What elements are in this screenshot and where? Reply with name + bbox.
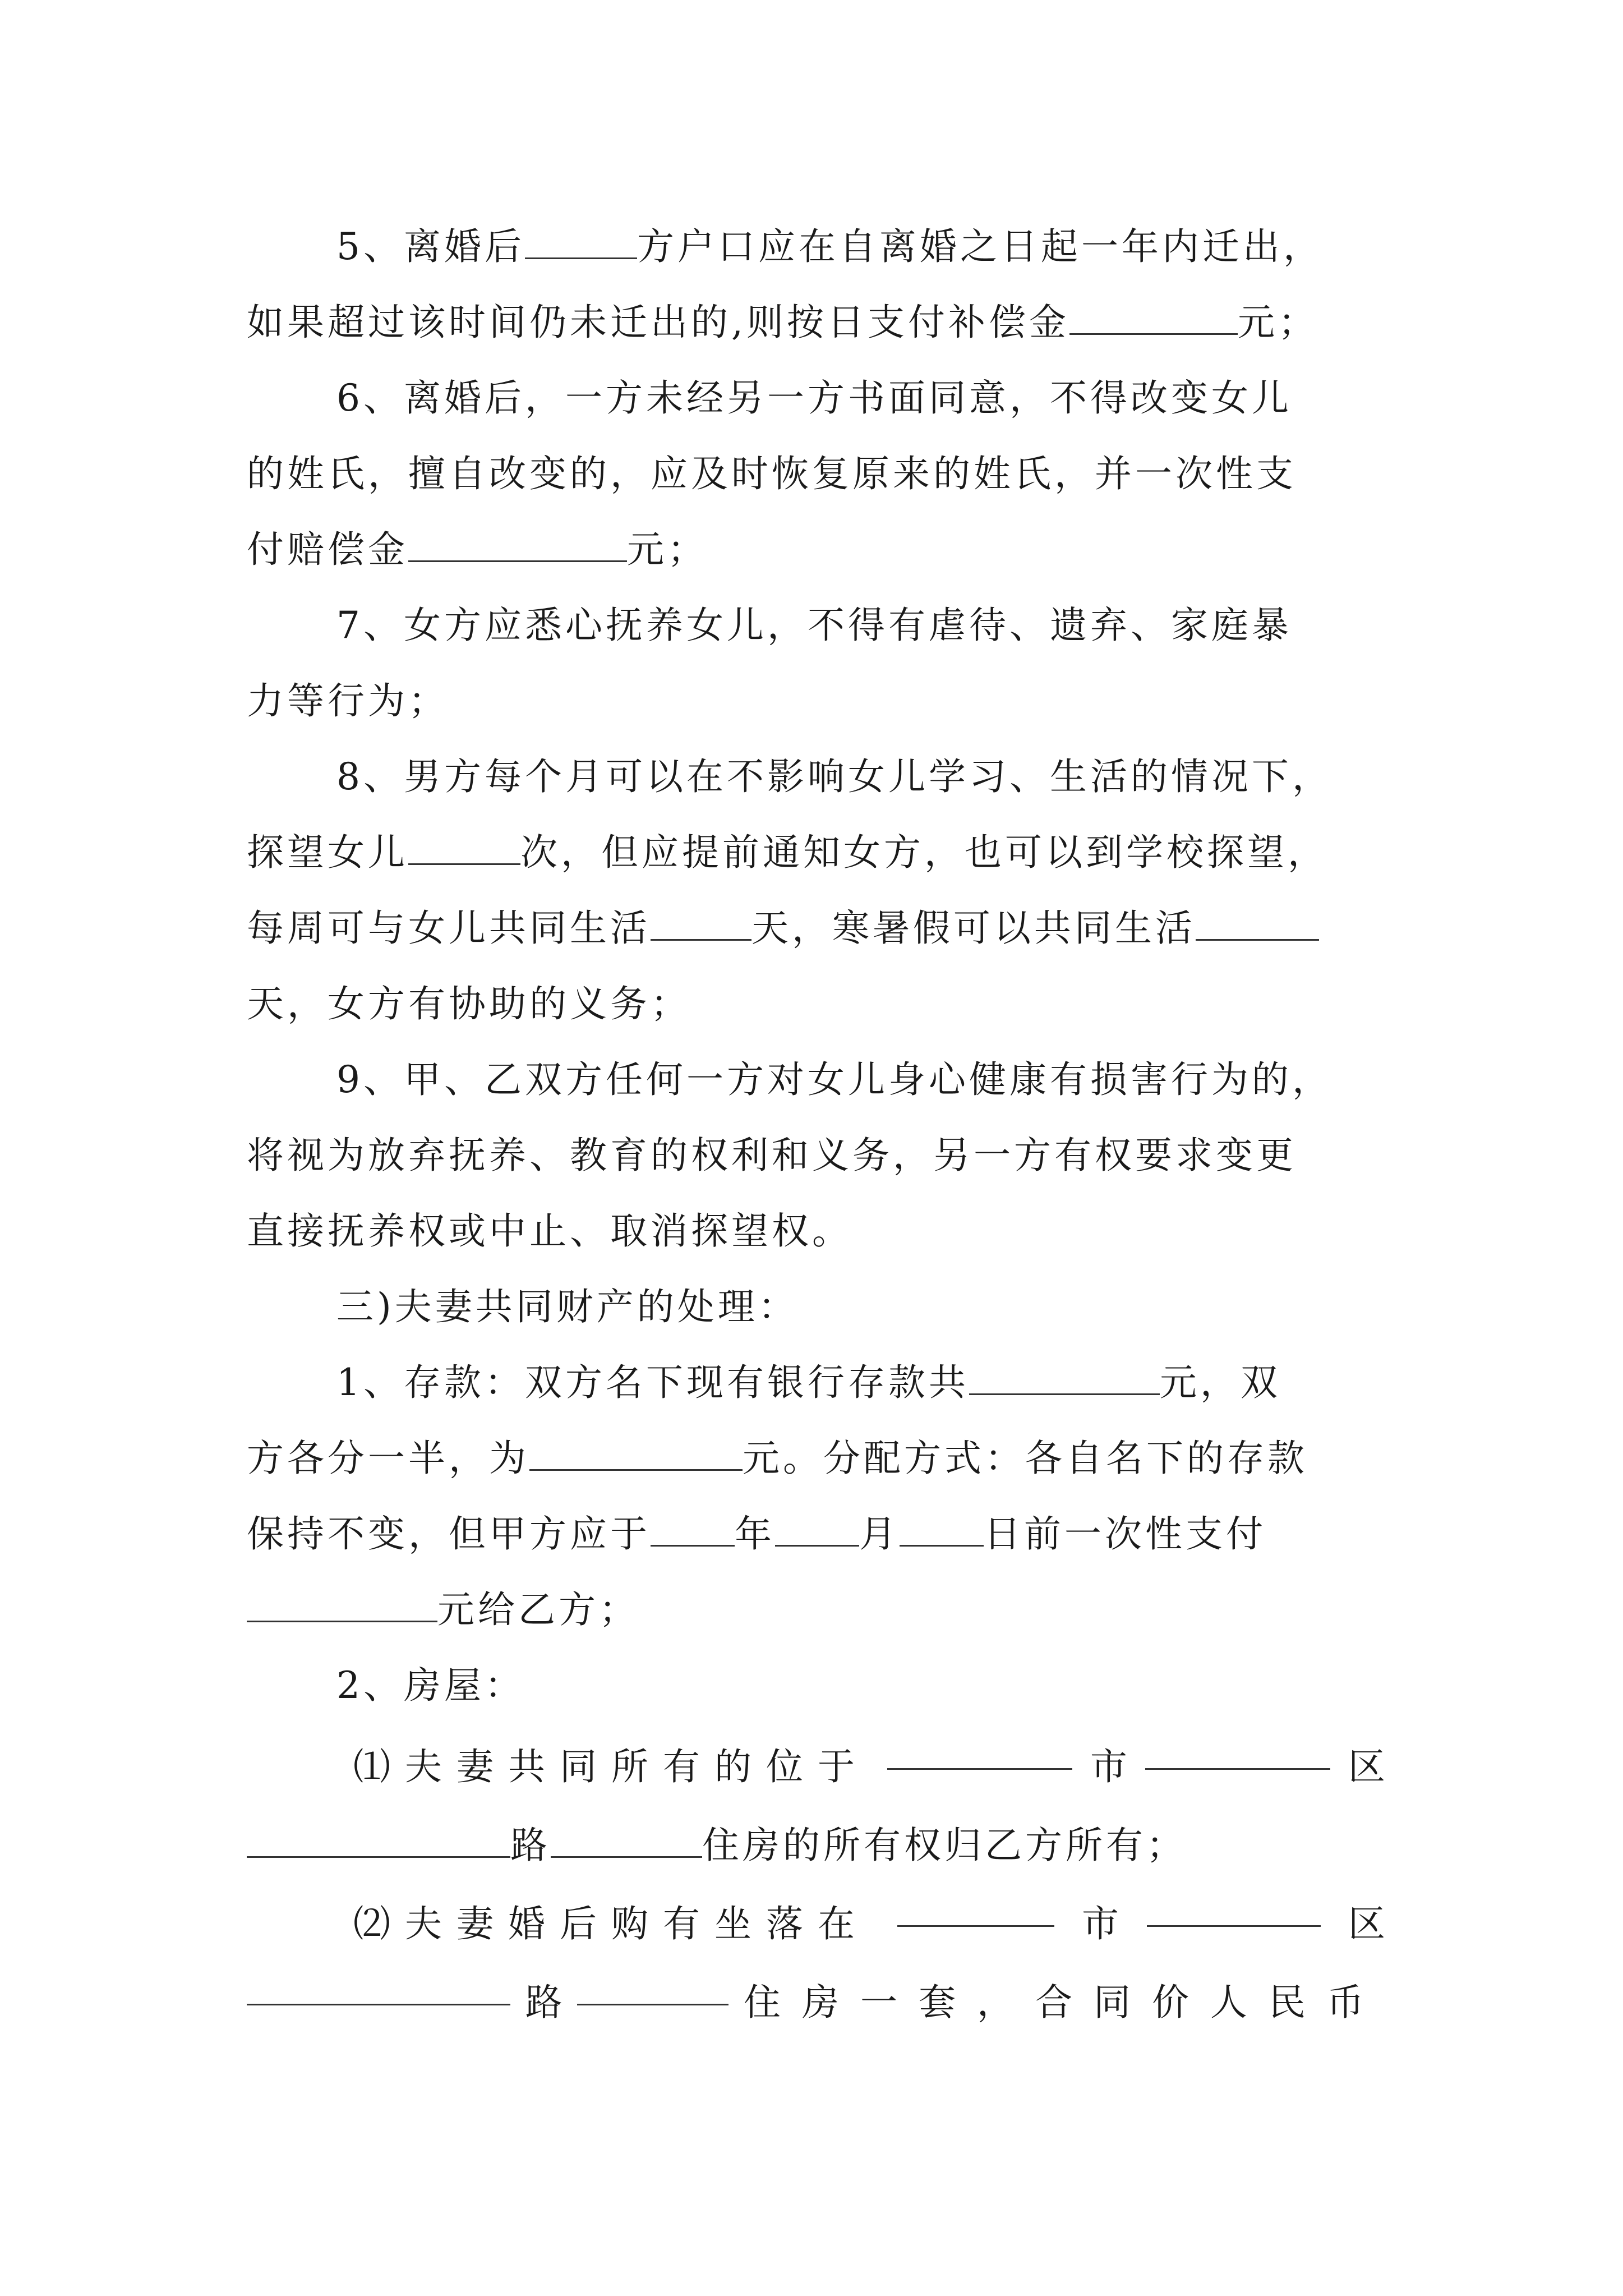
blank-field[interactable] <box>651 904 751 941</box>
text-line: 将视为放弃抚养、教育的权利和义务，另一方有权要求变更 <box>247 1134 1297 1177</box>
blank-field[interactable] <box>577 1969 728 2005</box>
text-line: 9、甲、乙双方任何一方对女儿身心健康有损害行为的， <box>336 1058 1332 1101</box>
text-line: 天，女方有协助的义务； <box>247 982 691 1025</box>
text-line: 力等行为； <box>247 679 449 723</box>
text-line-house-2: ⑵夫妻婚后购有坐落在 市 区 <box>353 1890 1385 1958</box>
blank-field[interactable] <box>247 1586 437 1622</box>
text-line: 8、男方每个月可以在不影响女儿学习、生活的情况下， <box>336 755 1332 798</box>
text-line-house-1: ⑴夫妻共同所有的位于 市 区 <box>353 1733 1385 1801</box>
text-line: 保持不变，但甲方应于 年 月 日前一次性支付 <box>247 1501 1385 1568</box>
blank-field[interactable] <box>887 1733 1072 1770</box>
blank-field[interactable] <box>529 1434 743 1471</box>
text-line: 方各分一半，为 元。分配方式：各自名下的存款 <box>247 1425 1385 1492</box>
section-heading: 三)夫妻共同财产的处理： <box>336 1285 799 1328</box>
text-line: 2、房屋： <box>336 1664 525 1707</box>
blank-field[interactable] <box>408 526 627 562</box>
blank-field[interactable] <box>408 829 520 865</box>
text-line: 每周可与女儿共同生活 天，寒暑假可以共同生活 <box>247 895 1385 962</box>
text-line: 元给乙方； <box>247 1576 1385 1644</box>
blank-field[interactable] <box>1069 298 1238 335</box>
blank-field[interactable] <box>897 1890 1054 1927</box>
text-line: 直接抚养权或中止、取消探望权。 <box>247 1209 852 1253</box>
blank-field[interactable] <box>775 1510 859 1547</box>
blank-field[interactable] <box>969 1359 1160 1395</box>
text-line: 路 住房一套，合同价人民币 <box>247 1969 1385 2036</box>
blank-field[interactable] <box>1147 1890 1321 1927</box>
blank-field[interactable] <box>900 1510 984 1547</box>
text-line: 7、女方应悉心抚养女儿，不得有虐待、遗弃、家庭暴 <box>336 604 1292 647</box>
blank-field[interactable] <box>1145 1733 1330 1770</box>
text-line: 1、存款：双方名下现有银行存款共 元，双 <box>336 1349 1385 1416</box>
text-line: 路 住房的所有权归乙方所有； <box>247 1812 1385 1879</box>
text-line: 的姓氏，擅自改变的，应及时恢复原来的姓氏，并一次性支 <box>247 452 1297 495</box>
text-line: 5、离婚后 方户口应在自离婚之日起一年内迁出， <box>336 213 1385 280</box>
blank-field[interactable] <box>651 1510 735 1547</box>
text-line: 如果超过该时间仍未迁出的,则按日支付补偿金 元； <box>247 289 1385 356</box>
text-line: 6、离婚后，一方未经另一方书面同意，不得改变女儿 <box>336 376 1292 420</box>
blank-field[interactable] <box>247 1821 510 1858</box>
blank-field[interactable] <box>1196 904 1319 941</box>
blank-field[interactable] <box>247 1969 510 2005</box>
blank-field[interactable] <box>551 1821 702 1858</box>
blank-field[interactable] <box>525 223 637 259</box>
text-line: 探望女儿 次，但应提前通知女方，也可以到学校探望， <box>247 819 1385 886</box>
text-line: 付赔偿金 元； <box>247 516 1385 583</box>
